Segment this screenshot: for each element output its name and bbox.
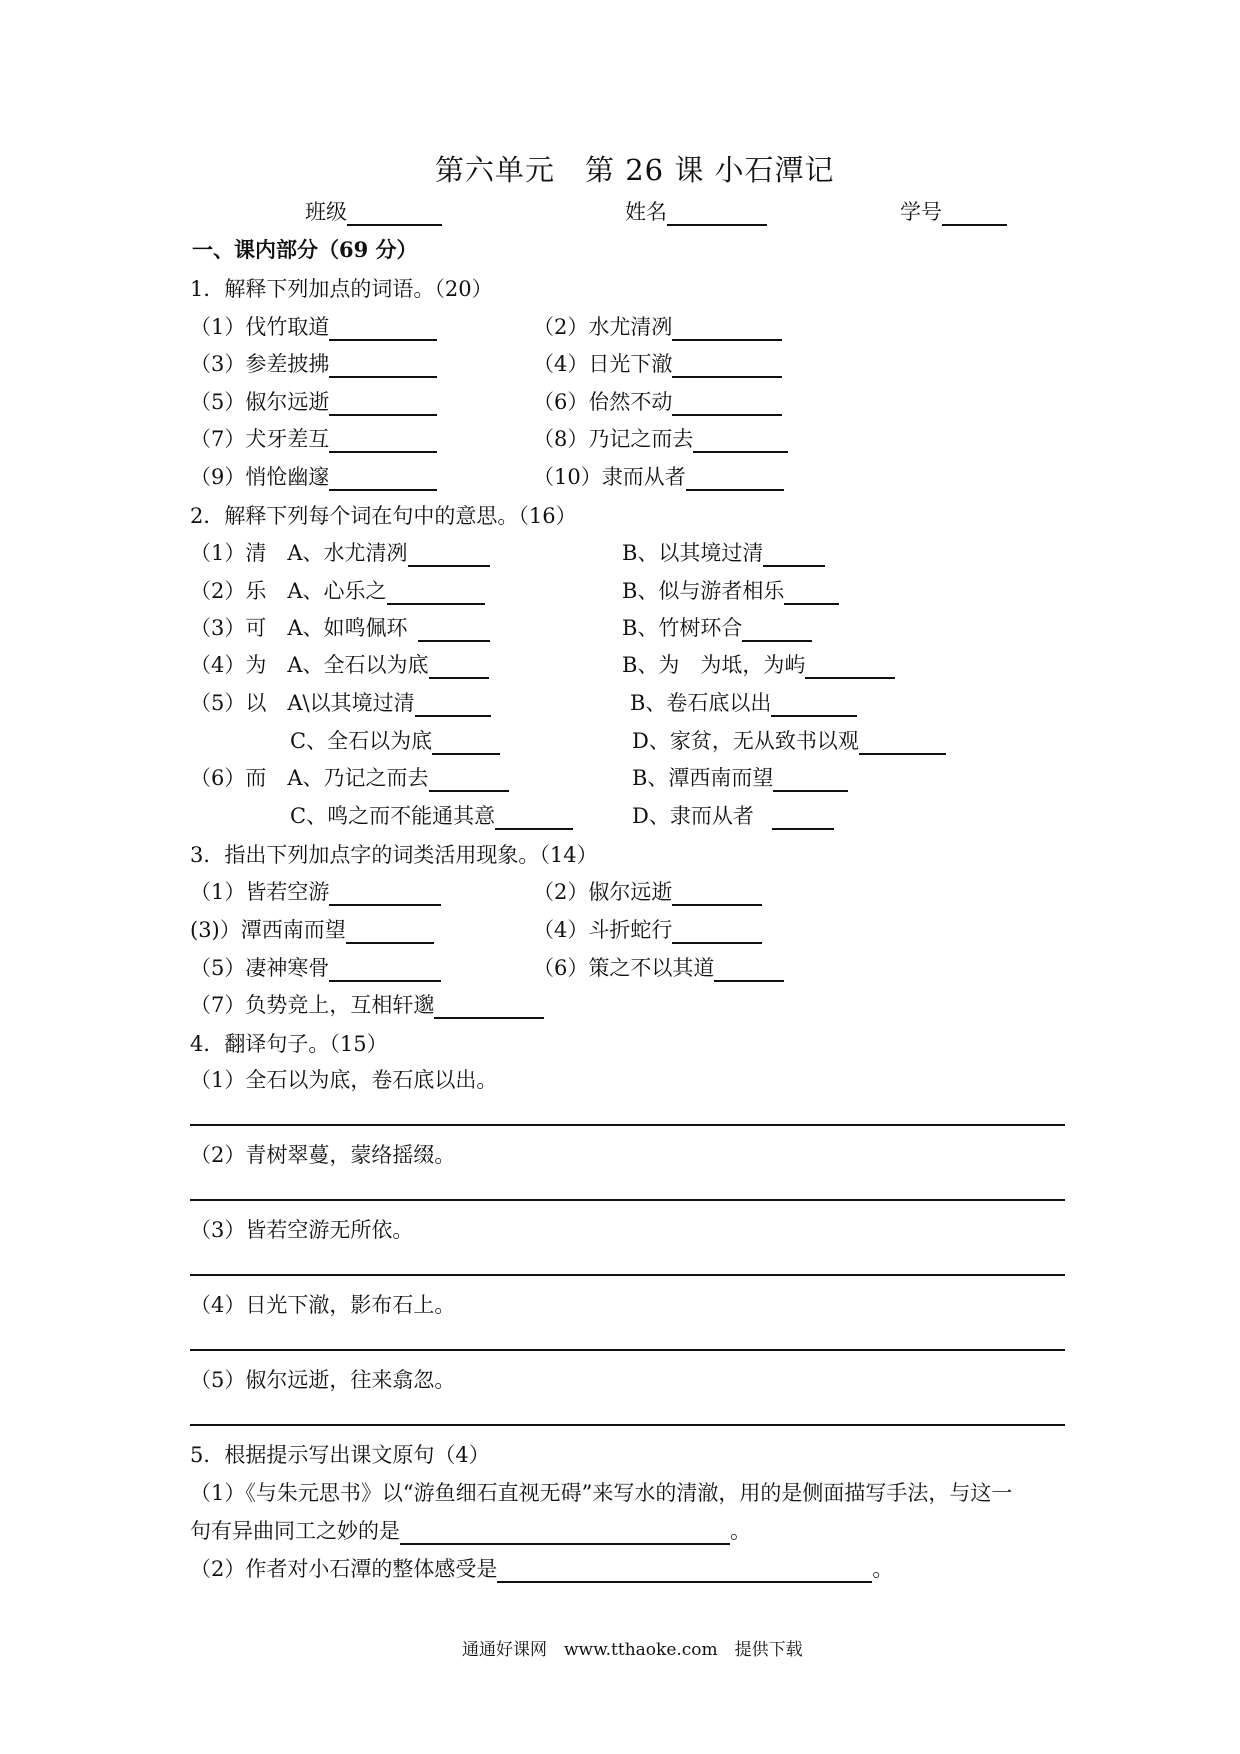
answer-blank[interactable] — [693, 429, 788, 453]
q1-item: （5）俶尔远逝 — [190, 388, 437, 416]
q5-item1-line2: 句有异曲同工之妙的是 。 — [190, 1519, 751, 1543]
answer-blank[interactable] — [346, 920, 434, 944]
page-title: 第六单元 第 26 课 小石潭记 — [435, 153, 835, 187]
id-field — [900, 198, 1007, 226]
answer-blank[interactable] — [672, 920, 762, 944]
answer-line[interactable] — [190, 1274, 1065, 1276]
answer-blank[interactable] — [429, 655, 489, 679]
answer-blank[interactable] — [672, 317, 782, 341]
q3-item: （6）策之不以其道 — [533, 954, 784, 982]
q2-item: B、潭西南而望 — [632, 764, 848, 792]
answer-blank[interactable] — [434, 995, 544, 1019]
answer-line[interactable] — [190, 1349, 1065, 1351]
section-heading: 一、课内部分（69 分） — [192, 237, 418, 262]
q2-item: B、卷石底以出 — [630, 689, 857, 717]
q3-item: （1）皆若空游 — [190, 878, 441, 906]
q5-item1-line1: （1）《与朱元思书》以“游鱼细石直视无碍”来写水的清澈，用的是侧面描写手法，与这一 — [190, 1481, 1013, 1505]
q4-item: （4）日光下澈，影布石上。 — [190, 1293, 456, 1317]
answer-blank[interactable] — [805, 655, 895, 679]
q2-item: （1）清 A、水尤清冽 — [190, 539, 490, 567]
q1-item: （7）犬牙差互 — [190, 425, 437, 453]
answer-blank[interactable] — [773, 768, 848, 792]
answer-blank[interactable] — [672, 354, 782, 378]
answer-blank[interactable] — [497, 1559, 872, 1583]
q1-item: （10）隶而从者 — [533, 463, 784, 491]
answer-blank[interactable] — [672, 392, 782, 416]
q2-item: C、全石以为底 — [290, 727, 500, 755]
q2-item: （4）为 A、全石以为底 — [190, 651, 489, 679]
id-blank[interactable] — [942, 202, 1007, 226]
q1-item: （9）悄怆幽邃 — [190, 463, 437, 491]
q3-item: （7）负势竞上，互相轩邈 — [190, 991, 544, 1019]
answer-blank[interactable] — [418, 618, 490, 642]
class-label: 班级 — [305, 200, 347, 224]
footer: 通通好课网 www.tthaoke.com 提供下载 — [462, 1640, 803, 1660]
q4-item: （2）青树翠蔓，蒙络摇缀。 — [190, 1143, 456, 1167]
q5-prompt: 5．根据提示写出课文原句（4） — [190, 1443, 490, 1467]
q1-item: （6）佁然不动 — [533, 388, 782, 416]
q2-item: （2）乐 A、心乐之 — [190, 577, 485, 605]
q3-item: （4）斗折蛇行 — [533, 916, 762, 944]
answer-blank[interactable] — [784, 581, 839, 605]
answer-blank[interactable] — [714, 958, 784, 982]
answer-blank[interactable] — [432, 731, 500, 755]
q3-item: (3)）潭西南而望 — [190, 916, 434, 944]
q2-item: B、竹树环合 — [622, 614, 812, 642]
q4-prompt: 4．翻译句子。（15） — [190, 1032, 388, 1056]
answer-blank[interactable] — [415, 693, 491, 717]
q4-item: （3）皆若空游无所依。 — [190, 1218, 414, 1242]
name-label: 姓名 — [625, 200, 667, 224]
q2-item: （5）以 A\以其境过清 — [190, 689, 491, 717]
q1-prompt: 1．解释下列加点的词语。（20） — [190, 277, 493, 301]
q2-item: B、以其境过清 — [622, 539, 825, 567]
q4-item: （1）全石以为底，卷石底以出。 — [190, 1068, 498, 1092]
q2-item: （3）可 A、如鸣佩环 — [190, 614, 490, 642]
q2-item: B、为 为坻，为屿 — [622, 651, 895, 679]
q1-item: （8）乃记之而去 — [533, 425, 788, 453]
answer-blank[interactable] — [772, 806, 834, 830]
answer-blank[interactable] — [387, 581, 485, 605]
q2-item: C、鸣之而不能通其意 — [290, 802, 573, 830]
name-blank[interactable] — [667, 202, 767, 226]
q2-item: B、似与游者相乐 — [622, 577, 839, 605]
answer-blank[interactable] — [742, 618, 812, 642]
answer-blank[interactable] — [329, 429, 437, 453]
q3-prompt: 3．指出下列加点字的词类活用现象。（14） — [190, 843, 598, 867]
q2-prompt: 2．解释下列每个词在句中的意思。（16） — [190, 504, 577, 528]
q1-item: （3）参差披拂 — [190, 350, 437, 378]
answer-blank[interactable] — [408, 543, 490, 567]
answer-blank[interactable] — [763, 543, 825, 567]
answer-blank[interactable] — [329, 354, 437, 378]
answer-blank[interactable] — [672, 882, 762, 906]
q2-item: （6）而 A、乃记之而去 — [190, 764, 509, 792]
q1-item: （4）日光下澈 — [533, 350, 782, 378]
id-label: 学号 — [900, 200, 942, 224]
q5-item2: （2）作者对小石潭的整体感受是 。 — [190, 1557, 894, 1581]
answer-blank[interactable] — [329, 467, 437, 491]
answer-line[interactable] — [190, 1199, 1065, 1201]
answer-blank[interactable] — [329, 958, 441, 982]
answer-blank[interactable] — [329, 317, 437, 341]
q1-item: （2）水尤清冽 — [533, 313, 782, 341]
answer-blank[interactable] — [771, 693, 857, 717]
answer-blank[interactable] — [429, 768, 509, 792]
q3-item: （5）凄神寒骨 — [190, 954, 441, 982]
answer-blank[interactable] — [329, 882, 441, 906]
q3-item: （2）俶尔远逝 — [533, 878, 762, 906]
q2-item: D、隶而从者 — [632, 802, 834, 830]
q4-item: （5）俶尔远逝，往来翕忽。 — [190, 1368, 456, 1392]
answer-blank[interactable] — [859, 731, 946, 755]
answer-line[interactable] — [190, 1424, 1065, 1426]
answer-blank[interactable] — [400, 1521, 730, 1545]
name-field — [625, 198, 767, 226]
q2-item: D、家贫，无从致书以观 — [632, 727, 946, 755]
class-field — [305, 198, 442, 226]
class-blank[interactable] — [347, 202, 442, 226]
answer-line[interactable] — [190, 1124, 1065, 1126]
q1-item: （1）伐竹取道 — [190, 313, 437, 341]
answer-blank[interactable] — [686, 467, 784, 491]
answer-blank[interactable] — [495, 806, 573, 830]
answer-blank[interactable] — [329, 392, 437, 416]
